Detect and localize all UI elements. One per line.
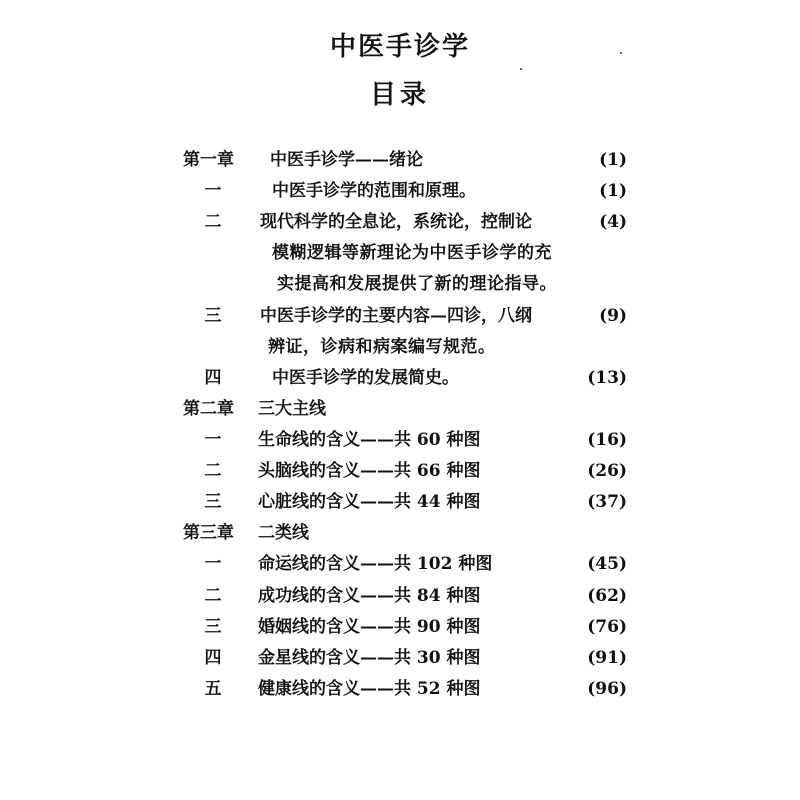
section-mark: 一 [204, 554, 222, 574]
section-3-5-row[interactable] [0, 675, 800, 703]
section-mark: 五 [204, 679, 222, 699]
chapter-label: 第一章 [183, 150, 234, 170]
chapter-title: 三大主线 [258, 399, 326, 419]
page-number: (76) [587, 617, 627, 637]
section-title: 中医手诊学的主要内容—四诊，八纲 [260, 306, 532, 326]
page-number: (16) [587, 430, 627, 450]
section-mark: 三 [204, 617, 222, 637]
page-number: (96) [587, 679, 627, 699]
section-title: 中医手诊学的发展简史。 [272, 368, 459, 388]
page-number: (1) [599, 181, 627, 201]
chapter-label: 第二章 [183, 399, 234, 419]
book-title: 中医手诊学 [329, 32, 470, 62]
section-title: 成功线的含义——共 84 种图 [258, 586, 481, 606]
chapter-label: 第三章 [183, 523, 234, 543]
section-title: 金星线的含义——共 30 种图 [258, 648, 481, 668]
section-mark: 三 [204, 306, 222, 326]
page-number: (91) [587, 648, 627, 668]
section-1-2-row[interactable] [0, 208, 800, 236]
section-title: 命运线的含义——共 102 种图 [258, 554, 493, 574]
chapter-3-row[interactable] [0, 519, 800, 547]
page-number: (9) [599, 306, 627, 326]
section-mark: 二 [204, 212, 222, 232]
section-mark: 三 [204, 492, 222, 512]
page-number: (45) [587, 554, 627, 574]
section-1-1-row[interactable] [0, 177, 800, 205]
section-1-4-row[interactable] [0, 364, 800, 392]
section-mark: 四 [204, 648, 222, 668]
page-number: (1) [599, 150, 627, 170]
scan-speck [620, 52, 622, 54]
section-title: 生命线的含义——共 60 种图 [258, 430, 481, 450]
section-2-2-row[interactable] [0, 457, 800, 485]
section-3-4-row[interactable] [0, 644, 800, 672]
chapter-title: 二类线 [258, 523, 309, 543]
section-1-3-cont-row [0, 333, 800, 361]
page-number: (62) [587, 586, 627, 606]
section-mark: 二 [204, 461, 222, 481]
section-title: 婚姻线的含义——共 90 种图 [258, 617, 481, 637]
section-2-3-row[interactable] [0, 488, 800, 516]
section-3-1-row[interactable] [0, 550, 800, 578]
section-3-2-row[interactable] [0, 582, 800, 610]
section-title-continued: 模糊逻辑等新理论为中医手诊学的充 [272, 243, 552, 263]
section-2-1-row[interactable] [0, 426, 800, 454]
section-title: 中医手诊学的范围和原理。 [272, 181, 476, 201]
section-1-2-cont-row [0, 239, 800, 267]
section-mark: 四 [204, 368, 222, 388]
section-title: 现代科学的全息论，系统论，控制论 [260, 212, 532, 232]
section-title: 心脏线的含义——共 44 种图 [258, 492, 481, 512]
page-number: (4) [599, 212, 627, 232]
section-3-3-row[interactable] [0, 613, 800, 641]
chapter-title: 中医手诊学——绪论 [270, 150, 423, 170]
page-number: (13) [587, 368, 627, 388]
page-number: (26) [587, 461, 627, 481]
section-title: 头脑线的含义——共 66 种图 [258, 461, 481, 481]
scan-speck [520, 68, 522, 70]
section-1-2-cont-row [0, 270, 800, 298]
section-1-3-row[interactable] [0, 302, 800, 330]
section-title: 健康线的含义——共 52 种图 [258, 679, 481, 699]
section-mark: 一 [204, 181, 222, 201]
page-number: (37) [587, 492, 627, 512]
section-title-continued: 实提高和发展提供了新的理论指导。 [277, 274, 557, 294]
chapter-2-row[interactable] [0, 395, 800, 423]
section-mark: 一 [204, 430, 222, 450]
toc-heading: 目录 [369, 80, 430, 110]
section-title-continued: 辨证，诊病和病案编写规范。 [268, 337, 496, 357]
chapter-1-row[interactable] [0, 146, 800, 174]
section-mark: 二 [204, 586, 222, 606]
